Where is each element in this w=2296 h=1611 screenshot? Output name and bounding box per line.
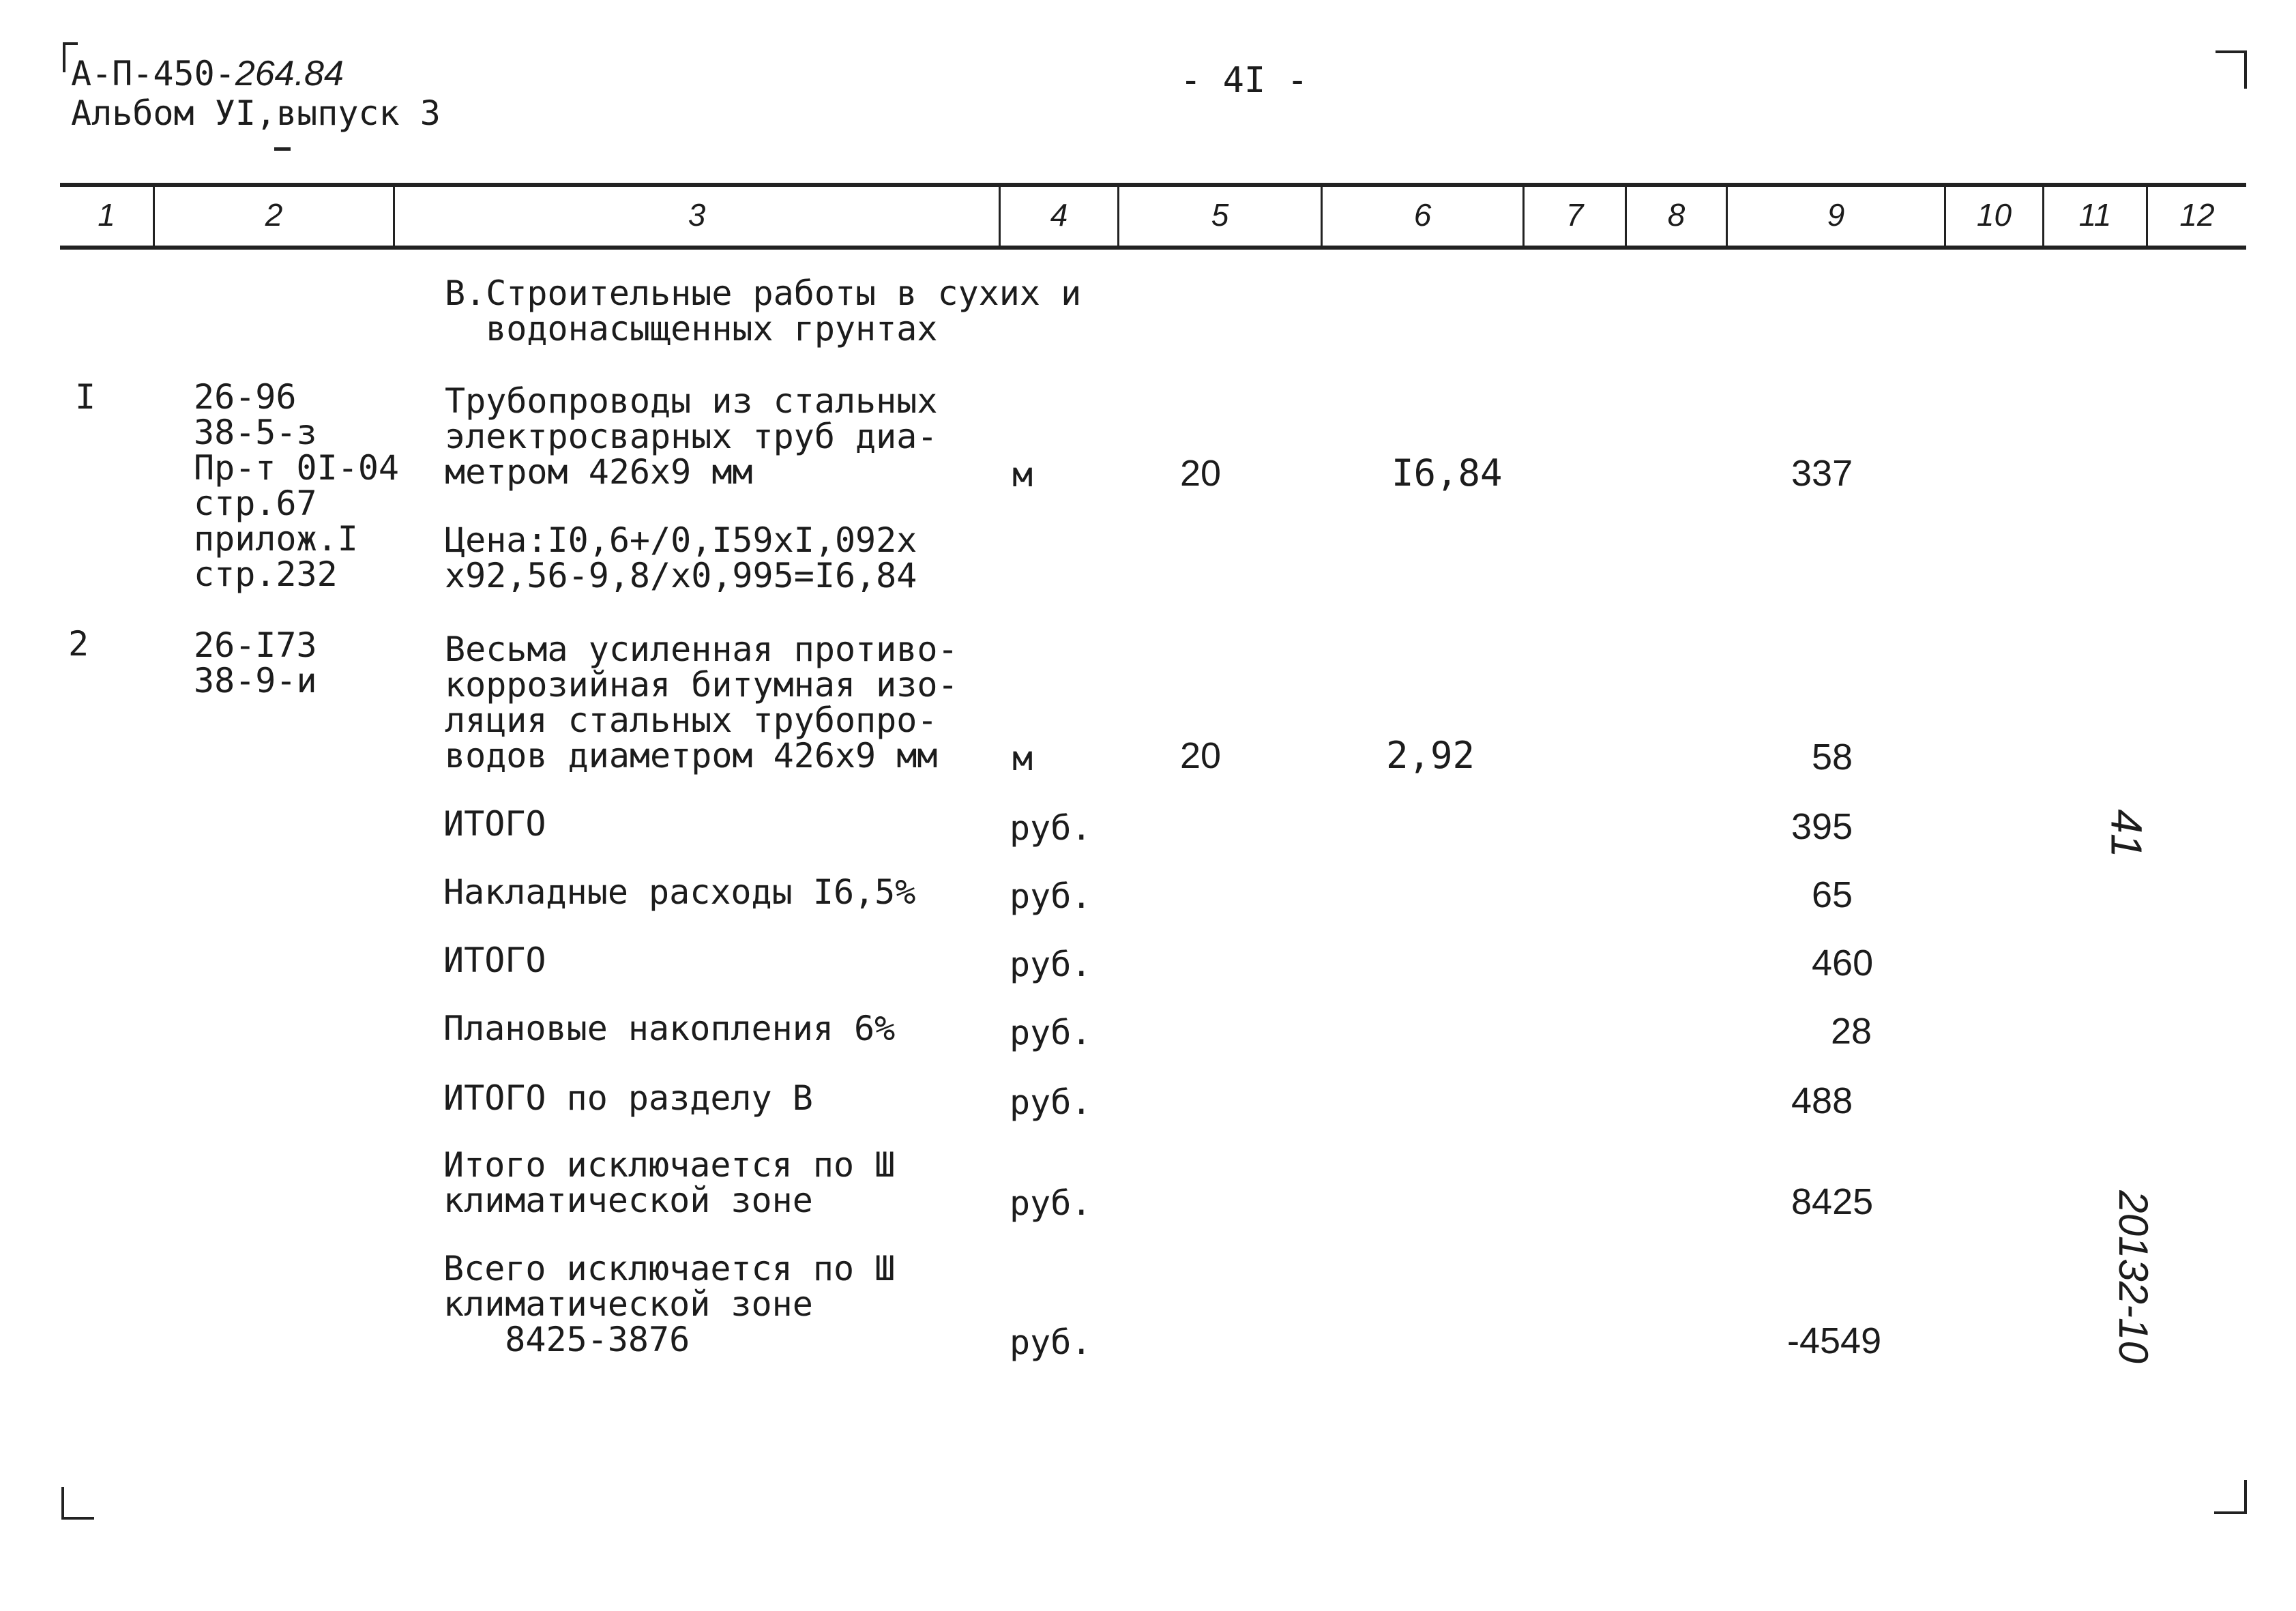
- page-number: - 4I -: [1180, 60, 1308, 101]
- column-number: 5: [1211, 197, 1229, 233]
- row-total: 58: [1812, 737, 1853, 778]
- column-number: 9: [1827, 197, 1845, 233]
- row-description: Весьма усиленная противо- коррозийная битумная изо- ляция стальных трубопро- водов диаметром 426х9 мм: [445, 630, 958, 775]
- row-unit-price: 2,92: [1386, 734, 1475, 777]
- column-number: 1: [98, 197, 115, 233]
- margin-document-number: 20132-10: [2110, 1190, 2156, 1363]
- row-unit: м: [1012, 739, 1033, 778]
- margin-page-mark: 41: [2102, 809, 2151, 858]
- row-description: Трубопроводы из стальных электросварных труб диа- метром 426х9 мм: [445, 381, 938, 492]
- section-title: В.Строительные работы в сухих и водонасыщенных грунтах: [445, 274, 1082, 349]
- summary-unit: руб.: [1010, 808, 1092, 848]
- summary-unit: руб.: [1010, 1322, 1092, 1362]
- column-number: 7: [1565, 197, 1584, 233]
- summary-unit: руб.: [1010, 945, 1092, 984]
- summary-label: ИТОГО: [443, 804, 546, 844]
- row-unit-price: I6,84: [1392, 452, 1503, 494]
- column-number: 8: [1667, 197, 1686, 233]
- summary-label: ИТОГО: [443, 941, 546, 980]
- summary-label: ИТОГО по разделу В: [443, 1078, 813, 1118]
- header-dash-mark: [274, 147, 291, 151]
- row-unit: м: [1012, 455, 1033, 494]
- row-reference: 26-I73 38-9-и: [194, 625, 317, 700]
- column-number: 4: [1050, 197, 1068, 233]
- column-number: 2: [265, 197, 283, 233]
- column-number: 12: [2179, 197, 2215, 233]
- document-code-handwritten: 264.84: [235, 54, 344, 93]
- header-rule-top: [60, 183, 2246, 187]
- row-total: 337: [1791, 453, 1853, 494]
- album-label: Альбом УI,выпуск 3: [71, 93, 441, 133]
- document-code-printed: А-П-450-: [71, 54, 235, 93]
- summary-total: 488: [1791, 1080, 1853, 1121]
- header-rule-bottom: [60, 246, 2246, 250]
- summary-unit: руб.: [1010, 876, 1092, 916]
- column-number: 10: [1976, 197, 2012, 233]
- summary-total: 395: [1791, 806, 1853, 847]
- summary-unit: руб.: [1010, 1013, 1092, 1052]
- row-quantity: 20: [1180, 453, 1222, 494]
- row-price-formula: Цена:I0,6+/0,I59хI,092х х92,56-9,8/х0,995=I6,84: [445, 520, 917, 595]
- summary-total: -4549: [1787, 1320, 1882, 1361]
- summary-label: Плановые накопления 6%: [443, 1009, 896, 1048]
- column-number: 6: [1413, 197, 1432, 233]
- corner-mark-bottom-left: [61, 1487, 94, 1520]
- summary-label: Всего исключается по Ш климатической зоне 8425-3876: [443, 1249, 896, 1359]
- summary-unit: руб.: [1010, 1082, 1092, 1122]
- column-number: 11: [2078, 197, 2112, 233]
- row-number: 2: [68, 624, 89, 664]
- row-quantity: 20: [1180, 735, 1222, 776]
- summary-label: Итого исключается по Ш климатической зоне: [443, 1145, 896, 1220]
- summary-unit: руб.: [1010, 1183, 1092, 1223]
- row-reference: 26-96 38-5-з Пр-т 0I-04 стр.67 прилож.I стр.232: [194, 377, 400, 594]
- document-code: [71, 56, 344, 91]
- corner-mark-top-right: [2216, 50, 2247, 89]
- summary-total: 460: [1812, 943, 1874, 984]
- summary-total: 8425: [1791, 1181, 1874, 1222]
- corner-mark-bottom-right: [2214, 1480, 2247, 1514]
- column-number: 3: [688, 197, 706, 233]
- summary-total: 28: [1831, 1011, 1872, 1052]
- summary-label: Накладные расходы I6,5%: [443, 872, 916, 912]
- summary-total: 65: [1812, 874, 1853, 915]
- row-number: I: [75, 377, 96, 417]
